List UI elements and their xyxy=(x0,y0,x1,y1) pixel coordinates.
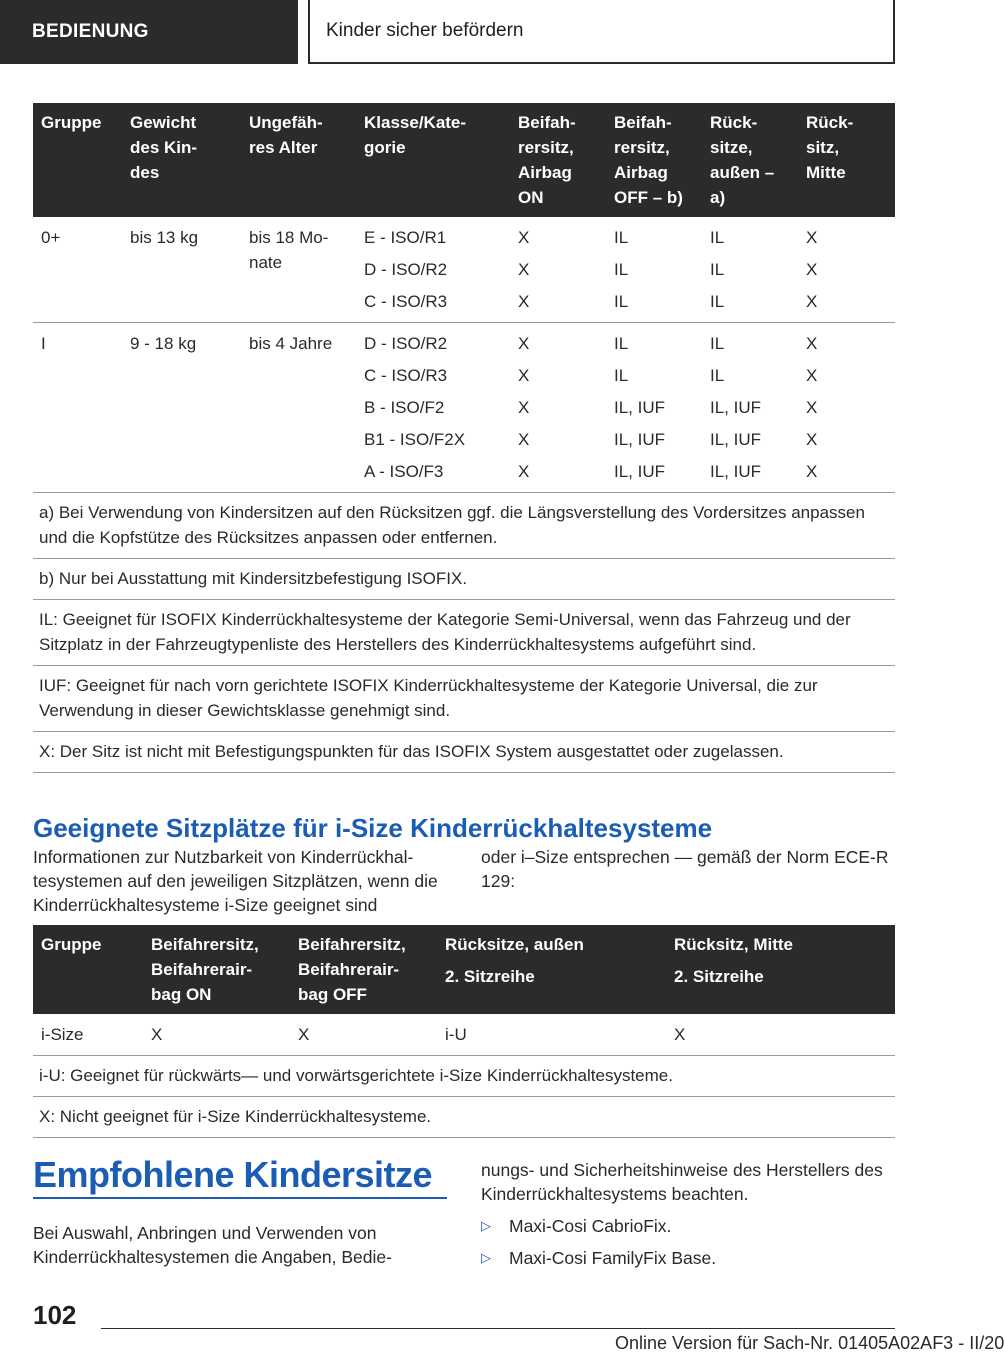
isize-text-right: oder i–Size entsprechen — gemäß der Norm ECE-R 129: xyxy=(481,847,889,891)
table-note xyxy=(33,1056,895,1097)
cell-gruppe: 0+ xyxy=(33,217,122,323)
note-text: a) Bei Verwendung von Kindersitzen auf den Rücksitzen ggf. die Längsverstellung des Vordersitzes anpassen und die Kopfstütze des Rücksitzes anpassen oder entfernen. xyxy=(33,493,895,559)
header-sub: 2. Sitzreihe xyxy=(674,967,764,986)
list-item xyxy=(481,1214,716,1238)
header-beifahrer-on: Beifahrersitz, Beifahrerair-bag ON xyxy=(143,925,290,1014)
cell-value: IL xyxy=(614,334,629,353)
triangle-right-icon: ▷ xyxy=(481,1218,491,1233)
cell-value: C - ISO/R3 xyxy=(364,366,448,385)
cell-value: X xyxy=(518,228,530,247)
cell-beifahrer-on xyxy=(510,323,606,493)
triangle-right-icon: ▷ xyxy=(481,1250,491,1265)
cell-value: IL xyxy=(614,366,629,385)
empfohlen-text-right: nungs- und Sicherheitshinweise des Herstellers des Kinderrückhaltesystems beachten. xyxy=(481,1160,883,1204)
cell-value: IL, IUF xyxy=(710,430,762,449)
note-text: IUF: Geeignet für nach vorn gerichtete ISOFIX Kinderrückhaltesysteme der Kategorie Universal, die zur Verwendung in dieser Gewichtsklasse genehmigt sind. xyxy=(33,666,895,732)
cell-value: IL xyxy=(614,228,629,247)
header-beifahrer-off: Beifahrersitz, Beifahrerair-bag OFF xyxy=(290,925,437,1014)
cell-value: A - ISO/F3 xyxy=(364,462,444,481)
note-text: b) Nur bei Ausstattung mit Kindersitzbefestigung ISOFIX. xyxy=(33,559,895,600)
cell-value: X xyxy=(518,334,530,353)
cell-value: IL xyxy=(710,260,725,279)
table-note xyxy=(33,1097,895,1138)
cell-value: X xyxy=(806,430,818,449)
cell-ruecksitz-mitte: X xyxy=(666,1014,895,1056)
cell-gewicht: bis 13 kg xyxy=(122,217,241,323)
header-ruecksitz-mitte: Rück- sitz, Mitte xyxy=(798,103,895,217)
isize-table xyxy=(33,925,895,1138)
cell-value: X xyxy=(806,292,818,311)
note-text: X: Der Sitz ist nicht mit Befestigungspunkten für das ISOFIX System ausgestattet oder zugelassen. xyxy=(33,732,895,773)
table-row xyxy=(33,323,895,493)
cell-value: IL xyxy=(614,292,629,311)
cell-alter: bis 18 Mo-nate xyxy=(241,217,356,323)
cell-value: IL xyxy=(710,228,725,247)
cell-value: D - ISO/R2 xyxy=(364,334,448,353)
cell-ruecksitze-aussen xyxy=(702,217,798,323)
footer-divider xyxy=(101,1328,895,1329)
cell-value: X xyxy=(806,260,818,279)
table-note xyxy=(33,600,895,666)
cell-value: X xyxy=(518,292,530,311)
header-beifahrer-on: Beifah- rersitz, Airbag ON xyxy=(510,103,606,217)
cell-value: X xyxy=(806,366,818,385)
table-note xyxy=(33,559,895,600)
header-sub: 2. Sitzreihe xyxy=(445,967,535,986)
cell-klasse xyxy=(356,217,510,323)
header-alter: Ungefäh- res Alter xyxy=(241,103,356,217)
note-text: i-U: Geeignet für rückwärts— und vorwärtsgerichtete i-Size Kinderrückhaltesysteme. xyxy=(33,1056,895,1097)
header-ruecksitze-aussen: Rück- sitze, außen – a) xyxy=(702,103,798,217)
cell-gruppe: I xyxy=(33,323,122,493)
cell-value: B1 - ISO/F2X xyxy=(364,430,466,449)
header-gruppe: Gruppe xyxy=(33,103,122,217)
table-note xyxy=(33,493,895,559)
cell-ruecksitze-aussen: i-U xyxy=(437,1014,666,1056)
cell-value: IL xyxy=(710,292,725,311)
cell-value: C - ISO/R3 xyxy=(364,292,448,311)
table-header-row xyxy=(33,925,895,1014)
cell-value: B - ISO/F2 xyxy=(364,398,445,417)
cell-beifahrer-off xyxy=(606,217,702,323)
cell-gruppe: i-Size xyxy=(33,1014,143,1056)
empfohlen-text-left: Bei Auswahl, Anbringen und Verwenden von Kinderrückhaltesystemen die Angaben, Bedie- xyxy=(33,1223,392,1267)
cell-value: X xyxy=(806,398,818,417)
cell-value: E - ISO/R1 xyxy=(364,228,447,247)
footer-text: Online Version für Sach-Nr. 01405A02AF3 - II/20 xyxy=(615,1333,1004,1353)
cell-value: X xyxy=(806,334,818,353)
cell-value: X xyxy=(518,462,530,481)
cell-beifahrer-on: X xyxy=(143,1014,290,1056)
cell-value: X xyxy=(806,462,818,481)
cell-alter: bis 4 Jahre xyxy=(241,323,356,493)
isize-text-left: Informationen zur Nutzbarkeit von Kinderrückhal-tesystemen auf den jeweiligen Sitzplätzen, wenn die Kinderrückhaltesysteme i-Size geeignet sind xyxy=(33,847,438,915)
cell-value: IL xyxy=(710,366,725,385)
page-number: 102 xyxy=(33,1300,77,1330)
list-item xyxy=(481,1246,716,1270)
cell-value: X xyxy=(806,228,818,247)
cell-value: IL, IUF xyxy=(614,398,666,417)
recommended-seats-list xyxy=(481,1214,716,1278)
table-row xyxy=(33,217,895,323)
cell-beifahrer-off: X xyxy=(290,1014,437,1056)
table-row xyxy=(33,1014,895,1056)
cell-gewicht: 9 - 18 kg xyxy=(122,323,241,493)
section-heading-isize: Geeignete Sitzplätze für i-Size Kinderrückhaltesysteme xyxy=(33,813,713,843)
header-gruppe: Gruppe xyxy=(33,925,143,1014)
header-ruecksitze-aussen xyxy=(437,925,666,1014)
header-beifahrer-off: Beifah- rersitz, Airbag OFF – b) xyxy=(606,103,702,217)
table-note xyxy=(33,666,895,732)
cell-value: IL, IUF xyxy=(614,430,666,449)
cell-value: X xyxy=(518,430,530,449)
cell-value: IL, IUF xyxy=(710,398,762,417)
header-gewicht: Gewicht des Kin- des xyxy=(122,103,241,217)
note-text: X: Nicht geeignet für i-Size Kinderrückhaltesysteme. xyxy=(33,1097,895,1138)
cell-beifahrer-off xyxy=(606,323,702,493)
cell-value: X xyxy=(518,260,530,279)
heading-underline xyxy=(33,1197,447,1199)
cell-beifahrer-on xyxy=(510,217,606,323)
header-main: Rücksitz, Mitte xyxy=(674,935,794,954)
header-main: Rücksitze, außen xyxy=(445,935,584,954)
cell-klasse xyxy=(356,323,510,493)
table-header-row xyxy=(33,103,895,217)
cell-value: X xyxy=(518,366,530,385)
cell-value: IL, IUF xyxy=(710,462,762,481)
isofix-table xyxy=(33,103,895,773)
cell-value: IL, IUF xyxy=(614,462,666,481)
cell-value: X xyxy=(518,398,530,417)
cell-ruecksitze-aussen xyxy=(702,323,798,493)
list-item-label: Maxi-Cosi CabrioFix. xyxy=(509,1216,672,1236)
cell-ruecksitz-mitte xyxy=(798,217,895,323)
header-klasse: Klasse/Kate- gorie xyxy=(356,103,510,217)
table-note xyxy=(33,732,895,773)
cell-value: IL xyxy=(614,260,629,279)
cell-value: IL xyxy=(710,334,725,353)
section-label: BEDIENUNG xyxy=(0,0,298,64)
note-text: IL: Geeignet für ISOFIX Kinderrückhaltesysteme der Kategorie Semi-Universal, wenn das Fahrzeug und der Sitzplatz in der Fahrzeugtypenliste des Herstellers des Kinderrückhaltesystems aufgeführt sind. xyxy=(33,600,895,666)
cell-value: D - ISO/R2 xyxy=(364,260,448,279)
section-heading-empfohlen: Empfohlene Kindersitze xyxy=(33,1154,433,1195)
list-item-label: Maxi-Cosi FamilyFix Base. xyxy=(509,1248,717,1268)
page-title: Kinder sicher befördern xyxy=(310,0,895,64)
cell-ruecksitz-mitte xyxy=(798,323,895,493)
header-ruecksitz-mitte xyxy=(666,925,895,1014)
